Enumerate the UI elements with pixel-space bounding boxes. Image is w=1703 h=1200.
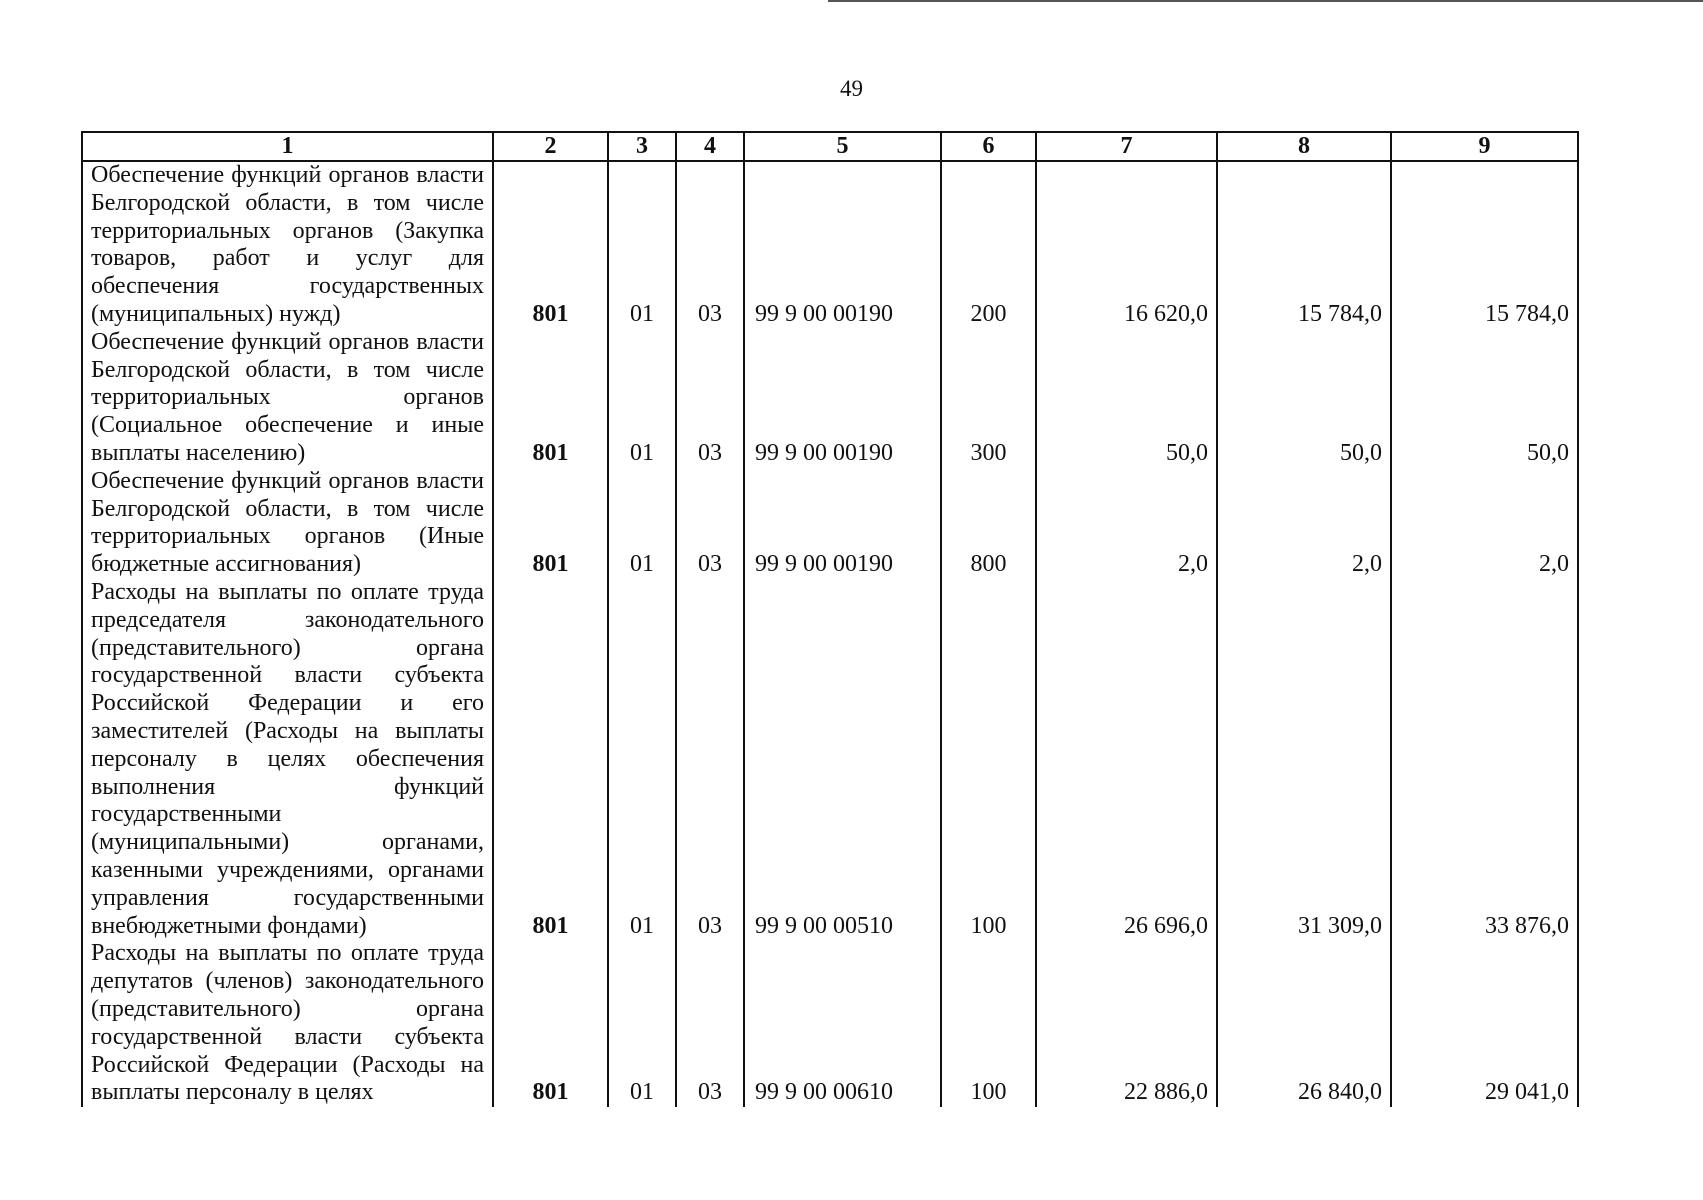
row-description (82, 329, 493, 468)
header-row (82, 132, 1578, 161)
section-code: 01 (608, 161, 676, 329)
column-header-7: 7 (1036, 132, 1217, 161)
table-row (82, 161, 1578, 329)
description-line: выплаты населению) (91, 439, 306, 466)
amount-year-2: 50,0 (1217, 329, 1391, 468)
scan-edge-line (828, 0, 1703, 2)
column-header-4: 4 (676, 132, 744, 161)
description-line: Белгородской области, в том числе (91, 189, 484, 216)
amount-year-1: 26 696,0 (1036, 579, 1217, 940)
description-line: бюджетные ассигнования) (91, 551, 362, 578)
description-line: товаров, работ и услуг для (91, 245, 484, 272)
description-line: казенными учреждениями, органами (91, 856, 484, 883)
subsection-code: 03 (676, 329, 744, 468)
table-body (82, 161, 1578, 1107)
description-line: Обеспечение функций органов власти (91, 162, 484, 188)
amount-year-3: 33 876,0 (1391, 579, 1578, 940)
amount-year-1: 50,0 (1036, 329, 1217, 468)
budget-table (81, 131, 1579, 1107)
section-code: 01 (608, 940, 676, 1107)
description-line: Российской Федерации и его (91, 690, 484, 717)
expense-type-code: 100 (941, 940, 1036, 1107)
amount-year-1: 2,0 (1036, 468, 1217, 579)
row-description (82, 161, 493, 329)
target-article-code: 99 9 00 00190 (744, 329, 941, 468)
row-description (82, 940, 493, 1107)
description-line: внебюджетными фондами) (91, 912, 367, 939)
table-row (82, 579, 1578, 940)
description-line: персоналу в целях обеспечения (91, 745, 484, 772)
description-line: территориальных органов (Закупка (91, 217, 484, 244)
description-line: Белгородской области, в том числе (91, 495, 484, 522)
description-line: депутатов (членов) законодательного (91, 968, 484, 995)
subsection-code: 03 (676, 468, 744, 579)
table-row (82, 329, 1578, 468)
description-line: Расходы на выплаты по оплате труда (91, 578, 484, 605)
column-header-9: 9 (1391, 132, 1578, 161)
description-line: государственной власти субъекта (91, 662, 484, 689)
column-header-1: 1 (82, 132, 493, 161)
description-line: (муниципальных) нужд) (91, 300, 341, 327)
amount-year-2: 2,0 (1217, 468, 1391, 579)
page-number: 49 (840, 76, 863, 101)
amount-year-2: 26 840,0 (1217, 940, 1391, 1107)
budget-table-container (81, 131, 1577, 1107)
target-article-code: 99 9 00 00510 (744, 579, 941, 940)
description-line: государственными (91, 801, 282, 828)
description-line: Расходы на выплаты по оплате труда (91, 940, 484, 967)
description-line: (Социальное обеспечение и иные (91, 412, 484, 439)
table-row (82, 940, 1578, 1107)
amount-year-3: 2,0 (1391, 468, 1578, 579)
amount-year-2: 15 784,0 (1217, 161, 1391, 329)
amount-year-3: 29 041,0 (1391, 940, 1578, 1107)
ministry-code: 801 (493, 161, 608, 329)
section-code: 01 (608, 468, 676, 579)
column-header-2: 2 (493, 132, 608, 161)
description-line: (представительного) органа (91, 634, 484, 661)
description-line: заместителей (Расходы на выплаты (91, 717, 484, 744)
ministry-code: 801 (493, 579, 608, 940)
ministry-code: 801 (493, 329, 608, 468)
table-row (82, 468, 1578, 579)
description-line: территориальных органов (Иные (91, 523, 484, 550)
ministry-code: 801 (493, 468, 608, 579)
description-line: обеспечения государственных (91, 273, 484, 300)
description-line: (муниципальными) органами, (91, 829, 484, 856)
description-line: территориальных органов (91, 384, 484, 411)
description-line: Обеспечение функций органов власти (91, 467, 484, 494)
description-line: выплаты персоналу в целях (91, 1079, 374, 1106)
section-code: 01 (608, 329, 676, 468)
subsection-code: 03 (676, 579, 744, 940)
description-line: Белгородской области, в том числе (91, 356, 484, 383)
description-line: Обеспечение функций органов власти (91, 328, 484, 355)
target-article-code: 99 9 00 00610 (744, 940, 941, 1107)
description-line: председателя законодательного (91, 606, 484, 633)
expense-type-code: 800 (941, 468, 1036, 579)
amount-year-1: 16 620,0 (1036, 161, 1217, 329)
description-line: (представительного) органа (91, 995, 484, 1022)
description-line: управления государственными (91, 884, 484, 911)
column-header-6: 6 (941, 132, 1036, 161)
row-description (82, 468, 493, 579)
subsection-code: 03 (676, 161, 744, 329)
expense-type-code: 200 (941, 161, 1036, 329)
column-header-3: 3 (608, 132, 676, 161)
description-line: выполнения функций (91, 773, 484, 800)
column-header-5: 5 (744, 132, 941, 161)
target-article-code: 99 9 00 00190 (744, 161, 941, 329)
description-line: государственной власти субъекта (91, 1023, 484, 1050)
amount-year-3: 50,0 (1391, 329, 1578, 468)
target-article-code: 99 9 00 00190 (744, 468, 941, 579)
amount-year-1: 22 886,0 (1036, 940, 1217, 1107)
expense-type-code: 300 (941, 329, 1036, 468)
expense-type-code: 100 (941, 579, 1036, 940)
description-line: Российской Федерации (Расходы на (91, 1051, 484, 1078)
ministry-code: 801 (493, 940, 608, 1107)
row-description (82, 579, 493, 940)
subsection-code: 03 (676, 940, 744, 1107)
amount-year-2: 31 309,0 (1217, 579, 1391, 940)
section-code: 01 (608, 579, 676, 940)
amount-year-3: 15 784,0 (1391, 161, 1578, 329)
column-header-8: 8 (1217, 132, 1391, 161)
